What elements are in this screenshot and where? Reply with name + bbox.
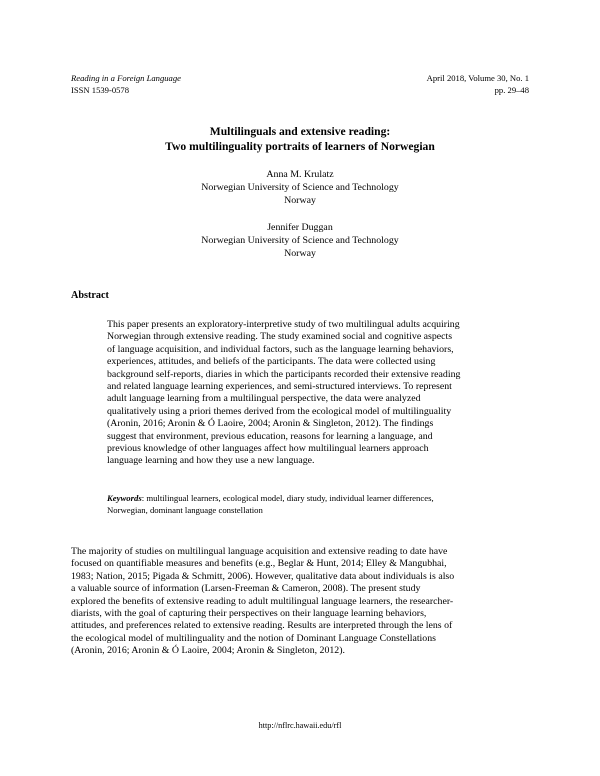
abstract-line: experiences, attitudes, and beliefs of the participants. The data were collected using xyxy=(107,356,436,368)
running-header-right xyxy=(427,73,529,96)
issue-info: April 2018, Volume 30, No. 1 xyxy=(426,73,529,83)
abstract-line: adult language learning from a multilingual perspective, the data were analyzed xyxy=(107,393,421,405)
keywords-line-1 xyxy=(107,493,527,505)
intro-line: focused on quantifiable measures and benefits (e.g., Beglar & Hunt, 2014; Elley & Mangubhai, xyxy=(71,558,447,570)
author-block-1 xyxy=(0,168,600,207)
abstract-line: of language acquisition, and individual factors, such as the language learning behaviors, xyxy=(107,343,454,355)
abstract-body xyxy=(107,319,527,468)
abstract-line: qualitatively using a priori themes derived from the ecological model of multilinguality xyxy=(107,405,452,417)
keywords-text-2: Norwegian, dominant language constellation xyxy=(107,504,263,515)
running-header-left xyxy=(71,73,181,96)
author-country: Norway xyxy=(284,248,316,259)
intro-line: a valuable source of information (Larsen-Freeman & Cameron, 2008). The present study xyxy=(71,583,421,595)
title-line-1: Multilinguals and extensive reading: xyxy=(209,125,391,138)
author-block-2 xyxy=(0,221,600,260)
intro-line: The majority of studies on multilingual language acquisition and extensive reading to date have xyxy=(71,546,448,557)
intro-line: (Aronin, 2016; Aronin & Ó Laoire, 2004; Aronin & Singleton, 2012). xyxy=(71,645,345,657)
keywords xyxy=(107,493,527,517)
abstract-line: language learning and how they use a new language. xyxy=(107,455,315,467)
keywords-label: Keywords xyxy=(107,493,142,503)
keywords-text-1: : multilingual learners, ecological model, diary study, individual learner differences, xyxy=(141,493,434,503)
abstract-heading: Abstract xyxy=(71,290,109,301)
author-name: Anna M. Krulatz xyxy=(266,169,334,180)
author-affiliation: Norwegian University of Science and Technology xyxy=(201,182,399,193)
abstract-line: This paper presents an exploratory-interpretive study of two multilingual adults acquiring xyxy=(107,319,460,330)
abstract-line: suggest that environment, previous education, reasons for learning a language, and xyxy=(107,430,433,442)
intro-line: diarists, with the goal of capturing their perspectives on their language learning behaviors, xyxy=(71,608,427,620)
footer-url: http://nflrc.hawaii.edu/rfl xyxy=(258,721,342,730)
paper-title xyxy=(0,124,600,154)
title-line-2: Two multilinguality portraits of learners of Norwegian xyxy=(165,140,435,153)
abstract-line: (Aronin, 2016; Aronin & Ó Laoire, 2004; Aronin & Singleton, 2012). The findings xyxy=(107,418,434,430)
abstract-line: previous knowledge of other languages affect how multilingual learners approach xyxy=(107,443,429,455)
intro-line: attitudes, and preferences related to extensive reading. Results are interpreted through the lens of xyxy=(71,620,453,632)
abstract-line: Norwegian through extensive reading. The study examined social and cognitive aspects xyxy=(107,331,453,343)
intro-line: 1983; Nation, 2015; Pigada & Schmitt, 2006). However, qualitative data about individuals is also xyxy=(71,570,455,582)
abstract-line: background self-reports, diaries in which the participants recorded their extensive reading xyxy=(107,368,461,380)
issn: ISSN 1539-0578 xyxy=(71,84,130,95)
intro-paragraph xyxy=(71,546,531,658)
abstract-line: and related language learning experiences, and semi-structured interviews. To represent xyxy=(107,381,452,393)
author-name: Jennifer Duggan xyxy=(267,222,333,233)
intro-line: the ecological model of multilinguality and the notion of Dominant Language Constellations xyxy=(71,632,436,644)
author-affiliation: Norwegian University of Science and Technology xyxy=(201,235,399,246)
journal-name: Reading in a Foreign Language xyxy=(71,73,181,83)
page-range: pp. 29–48 xyxy=(494,84,529,95)
author-country: Norway xyxy=(284,195,316,206)
intro-line: explored the benefits of extensive reading to adult multilingual language learners, the researcher- xyxy=(71,595,454,607)
